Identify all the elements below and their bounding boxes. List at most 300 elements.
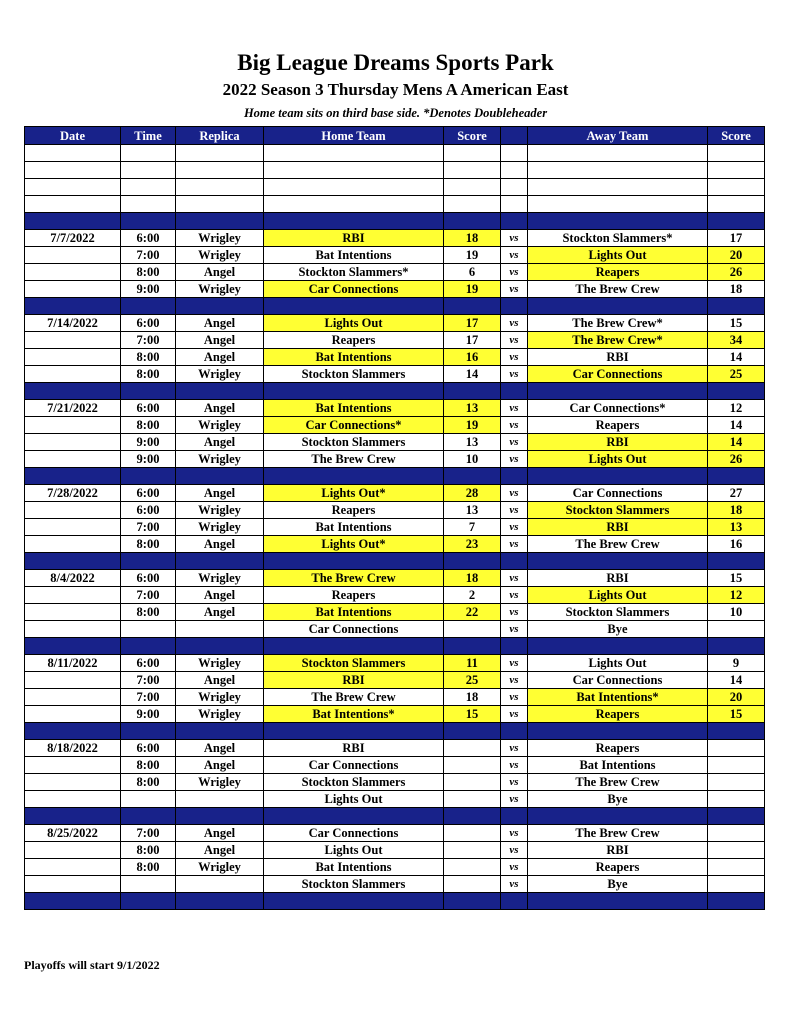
separator-cell [708,468,765,485]
home-score-cell: 19 [444,417,501,434]
replica-cell: Angel [176,825,264,842]
away-score-cell [708,179,765,196]
game-row [25,570,765,587]
away-score-cell [708,825,765,842]
date-cell [25,179,121,196]
separator-cell [501,553,528,570]
time-cell: 8:00 [121,417,176,434]
date-cell: 8/11/2022 [25,655,121,672]
time-cell: 9:00 [121,281,176,298]
date-cell [25,672,121,689]
home-team-cell: Bat Intentions [264,400,444,417]
vs-cell: vs [501,519,528,536]
home-team-cell: Reapers [264,332,444,349]
separator-cell [176,468,264,485]
game-row [25,315,765,332]
game-row [25,791,765,808]
replica-cell: Wrigley [176,706,264,723]
away-team-cell: Reapers [528,706,708,723]
vs-cell: vs [501,366,528,383]
home-score-cell [444,740,501,757]
home-team-cell: Reapers [264,502,444,519]
date-cell [25,332,121,349]
home-score-cell [444,791,501,808]
vs-cell: vs [501,774,528,791]
replica-cell: Wrigley [176,417,264,434]
game-row [25,519,765,536]
separator-cell [528,383,708,400]
replica-cell [176,179,264,196]
vs-cell [501,179,528,196]
home-team-cell: Lights Out* [264,536,444,553]
separator-cell [501,893,528,910]
away-team-cell: Car Connections* [528,400,708,417]
away-team-cell [528,196,708,213]
vs-cell: vs [501,587,528,604]
home-score-cell: 18 [444,570,501,587]
home-score-cell [444,842,501,859]
home-score-cell: 11 [444,655,501,672]
time-cell [121,196,176,213]
date-cell: 8/18/2022 [25,740,121,757]
separator-cell [444,213,501,230]
replica-cell: Wrigley [176,230,264,247]
separator-cell [444,638,501,655]
replica-cell: Wrigley [176,502,264,519]
home-team-cell: The Brew Crew [264,689,444,706]
separator-cell [25,468,121,485]
away-team-cell: Lights Out [528,655,708,672]
away-score-cell [708,876,765,893]
away-score-cell: 18 [708,502,765,519]
away-score-cell: 15 [708,570,765,587]
game-row [25,825,765,842]
game-row [25,536,765,553]
vs-cell: vs [501,604,528,621]
home-team-cell: Lights Out [264,842,444,859]
time-cell: 7:00 [121,672,176,689]
replica-cell: Angel [176,672,264,689]
away-team-cell: Lights Out [528,247,708,264]
replica-cell: Wrigley [176,570,264,587]
home-team-cell: Bat Intentions [264,247,444,264]
home-score-cell [444,621,501,638]
time-cell: 6:00 [121,400,176,417]
date-cell [25,349,121,366]
replica-cell: Angel [176,332,264,349]
vs-cell: vs [501,247,528,264]
vs-cell: vs [501,485,528,502]
replica-cell: Angel [176,315,264,332]
away-score-cell: 25 [708,366,765,383]
away-team-cell: Stockton Slammers [528,502,708,519]
replica-cell: Angel [176,264,264,281]
separator-cell [264,383,444,400]
separator-cell [528,298,708,315]
separator-cell [501,808,528,825]
replica-cell [176,145,264,162]
separator-cell [501,383,528,400]
away-score-cell: 12 [708,400,765,417]
time-cell: 7:00 [121,587,176,604]
week-separator [25,383,765,400]
game-row [25,859,765,876]
home-score-cell [444,196,501,213]
time-cell: 7:00 [121,689,176,706]
time-cell [121,621,176,638]
time-cell: 9:00 [121,451,176,468]
home-team-cell [264,162,444,179]
separator-cell [708,723,765,740]
blank-row [25,145,765,162]
date-cell [25,281,121,298]
time-cell: 8:00 [121,604,176,621]
game-row [25,434,765,451]
week-separator [25,723,765,740]
vs-cell: vs [501,757,528,774]
vs-cell: vs [501,451,528,468]
game-row [25,655,765,672]
time-cell: 7:00 [121,247,176,264]
separator-cell [501,723,528,740]
vs-cell: vs [501,655,528,672]
game-row [25,672,765,689]
separator-cell [528,468,708,485]
time-cell [121,179,176,196]
separator-cell [708,808,765,825]
separator-cell [708,893,765,910]
separator-cell [444,468,501,485]
separator-cell [121,468,176,485]
away-score-cell [708,774,765,791]
home-score-cell [444,145,501,162]
date-cell: 7/21/2022 [25,400,121,417]
separator-cell [176,213,264,230]
separator-cell [176,723,264,740]
home-team-cell: Lights Out [264,791,444,808]
away-score-cell: 20 [708,689,765,706]
separator-cell [264,893,444,910]
week-separator [25,553,765,570]
time-cell: 6:00 [121,315,176,332]
away-score-cell: 17 [708,230,765,247]
home-team-cell: Bat Intentions [264,859,444,876]
home-team-cell: RBI [264,672,444,689]
col-header-vs [501,127,528,145]
away-team-cell: RBI [528,349,708,366]
separator-cell [25,298,121,315]
away-team-cell: The Brew Crew [528,536,708,553]
separator-cell [25,808,121,825]
separator-cell [528,213,708,230]
away-team-cell: Bye [528,876,708,893]
vs-cell: vs [501,332,528,349]
game-row [25,281,765,298]
away-team-cell: Bat Intentions* [528,689,708,706]
separator-cell [264,468,444,485]
separator-cell [264,213,444,230]
away-team-cell: Reapers [528,417,708,434]
time-cell: 6:00 [121,655,176,672]
replica-cell: Wrigley [176,655,264,672]
away-team-cell: Bye [528,791,708,808]
home-team-cell [264,179,444,196]
vs-cell: vs [501,536,528,553]
game-row [25,417,765,434]
replica-cell: Angel [176,587,264,604]
vs-cell: vs [501,706,528,723]
home-score-cell: 13 [444,502,501,519]
replica-cell: Wrigley [176,859,264,876]
separator-cell [444,298,501,315]
replica-cell: Angel [176,400,264,417]
game-row [25,740,765,757]
game-row [25,876,765,893]
separator-cell [444,553,501,570]
week-separator [25,213,765,230]
away-team-cell: Car Connections [528,672,708,689]
away-score-cell [708,196,765,213]
date-cell: 8/25/2022 [25,825,121,842]
away-score-cell: 12 [708,587,765,604]
game-row [25,230,765,247]
separator-cell [501,638,528,655]
home-team-cell: Stockton Slammers [264,655,444,672]
game-row [25,604,765,621]
replica-cell: Angel [176,740,264,757]
time-cell: 9:00 [121,434,176,451]
vs-cell: vs [501,417,528,434]
separator-cell [444,383,501,400]
vs-cell [501,162,528,179]
separator-cell [176,638,264,655]
vs-cell: vs [501,502,528,519]
home-score-cell: 17 [444,315,501,332]
replica-cell: Angel [176,604,264,621]
home-score-cell: 18 [444,230,501,247]
game-row [25,842,765,859]
home-score-cell: 2 [444,587,501,604]
away-score-cell: 14 [708,434,765,451]
away-score-cell: 26 [708,451,765,468]
col-header-date: Date [25,127,121,145]
home-score-cell: 18 [444,689,501,706]
home-score-cell [444,859,501,876]
time-cell [121,145,176,162]
vs-cell: vs [501,434,528,451]
date-cell [25,417,121,434]
replica-cell: Wrigley [176,451,264,468]
separator-cell [121,723,176,740]
vs-cell: vs [501,621,528,638]
away-score-cell: 10 [708,604,765,621]
time-cell: 8:00 [121,264,176,281]
home-team-cell: Bat Intentions [264,349,444,366]
separator-cell [528,723,708,740]
game-row [25,502,765,519]
away-score-cell [708,145,765,162]
replica-cell: Wrigley [176,247,264,264]
time-cell: 9:00 [121,706,176,723]
home-score-cell: 16 [444,349,501,366]
away-team-cell [528,179,708,196]
week-separator [25,468,765,485]
vs-cell: vs [501,672,528,689]
separator-cell [528,893,708,910]
separator-cell [444,723,501,740]
time-cell [121,876,176,893]
home-score-cell [444,825,501,842]
away-score-cell [708,621,765,638]
away-score-cell [708,162,765,179]
replica-cell: Wrigley [176,366,264,383]
replica-cell [176,162,264,179]
away-team-cell: The Brew Crew [528,281,708,298]
home-score-cell: 13 [444,400,501,417]
separator-cell [121,213,176,230]
home-score-cell: 19 [444,281,501,298]
time-cell: 8:00 [121,366,176,383]
time-cell: 6:00 [121,502,176,519]
home-score-cell [444,774,501,791]
away-team-cell: Car Connections [528,485,708,502]
home-score-cell: 13 [444,434,501,451]
separator-cell [444,893,501,910]
date-cell [25,162,121,179]
date-cell [25,587,121,604]
replica-cell [176,791,264,808]
away-team-cell: RBI [528,570,708,587]
date-cell [25,196,121,213]
vs-cell: vs [501,570,528,587]
col-header-home-team: Home Team [264,127,444,145]
date-cell [25,145,121,162]
replica-cell [176,196,264,213]
separator-cell [528,808,708,825]
home-team-cell: Stockton Slammers [264,366,444,383]
date-cell [25,876,121,893]
home-score-cell: 25 [444,672,501,689]
vs-cell: vs [501,825,528,842]
week-separator [25,298,765,315]
home-team-cell: Bat Intentions [264,519,444,536]
date-cell: 7/14/2022 [25,315,121,332]
home-score-cell: 15 [444,706,501,723]
away-score-cell: 13 [708,519,765,536]
home-score-cell: 19 [444,247,501,264]
home-score-cell: 22 [444,604,501,621]
home-score-cell [444,179,501,196]
date-cell [25,757,121,774]
home-team-cell: RBI [264,740,444,757]
col-header-away-team: Away Team [528,127,708,145]
separator-cell [121,638,176,655]
time-cell: 6:00 [121,485,176,502]
date-cell [25,621,121,638]
separator-cell [176,298,264,315]
away-score-cell: 14 [708,417,765,434]
vs-cell: vs [501,281,528,298]
game-row [25,706,765,723]
time-cell: 6:00 [121,230,176,247]
away-team-cell: Stockton Slammers [528,604,708,621]
separator-cell [121,298,176,315]
away-team-cell: Car Connections [528,366,708,383]
date-cell [25,247,121,264]
away-team-cell: Stockton Slammers* [528,230,708,247]
game-row [25,349,765,366]
replica-cell: Angel [176,842,264,859]
separator-cell [176,808,264,825]
away-score-cell: 26 [708,264,765,281]
week-separator [25,808,765,825]
replica-cell [176,876,264,893]
blank-row [25,196,765,213]
time-cell: 8:00 [121,536,176,553]
away-score-cell [708,740,765,757]
vs-cell: vs [501,791,528,808]
away-team-cell: The Brew Crew* [528,315,708,332]
home-team-cell: Lights Out [264,315,444,332]
game-row [25,400,765,417]
home-team-cell: Stockton Slammers* [264,264,444,281]
replica-cell: Angel [176,536,264,553]
separator-cell [121,808,176,825]
separator-cell [264,723,444,740]
home-team-cell: The Brew Crew [264,570,444,587]
home-team-cell: Car Connections* [264,417,444,434]
vs-cell: vs [501,842,528,859]
separator-cell [708,553,765,570]
separator-cell [528,638,708,655]
home-team-cell: Stockton Slammers [264,774,444,791]
separator-cell [264,298,444,315]
game-row [25,757,765,774]
date-cell: 7/7/2022 [25,230,121,247]
replica-cell: Wrigley [176,519,264,536]
date-cell [25,502,121,519]
date-cell: 7/28/2022 [25,485,121,502]
replica-cell: Wrigley [176,281,264,298]
separator-cell [176,893,264,910]
away-team-cell [528,162,708,179]
time-cell: 7:00 [121,332,176,349]
col-header-replica: Replica [176,127,264,145]
separator-cell [25,383,121,400]
separator-cell [25,553,121,570]
home-team-cell [264,196,444,213]
home-score-cell: 14 [444,366,501,383]
date-cell [25,451,121,468]
time-cell: 8:00 [121,859,176,876]
separator-cell [528,553,708,570]
game-row [25,689,765,706]
week-separator [25,893,765,910]
replica-cell: Wrigley [176,774,264,791]
home-score-cell [444,162,501,179]
date-cell [25,859,121,876]
date-cell [25,264,121,281]
col-header-away-score: Score [708,127,765,145]
page-subtitle: 2022 Season 3 Thursday Mens A American East [222,80,569,99]
away-team-cell: Lights Out [528,587,708,604]
separator-cell [708,213,765,230]
home-team-cell [264,145,444,162]
home-team-cell: Stockton Slammers [264,434,444,451]
separator-cell [25,213,121,230]
date-cell [25,536,121,553]
home-score-cell: 23 [444,536,501,553]
